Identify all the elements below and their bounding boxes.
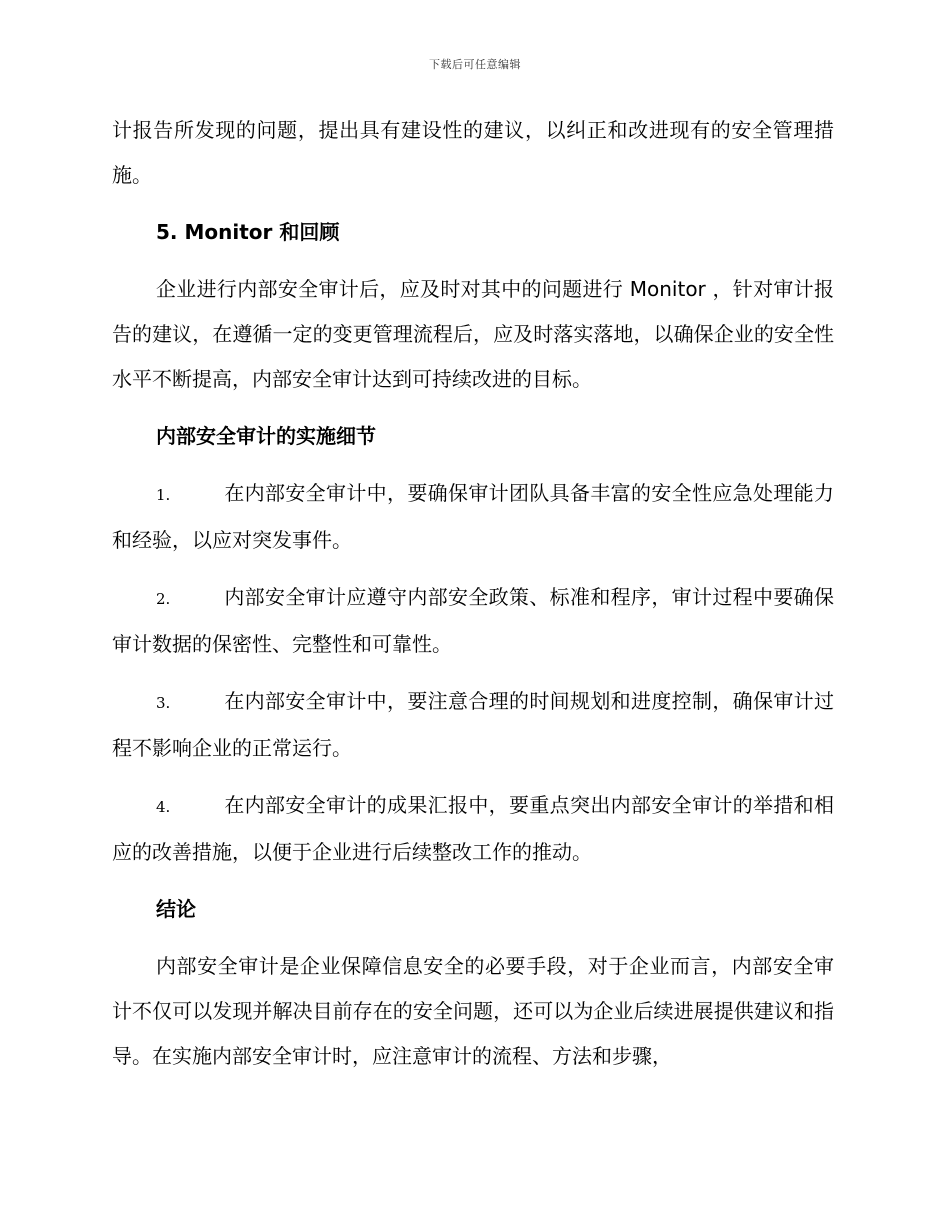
list-item-text: 在内部安全审计中，要确保审计团队具备丰富的安全性应急处理能力和经验，以应对突发事件。 xyxy=(112,481,834,552)
list-item-number: 4. xyxy=(156,798,171,816)
list-item-text: 内部安全审计应遵守内部安全政策、标准和程序，审计过程中要确保审计数据的保密性、完整性和可靠性。 xyxy=(112,585,834,656)
list-item-text: 在内部安全审计中，要注意合理的时间规划和进度控制，确保审计过程不影响企业的正常运行。 xyxy=(112,689,834,760)
section-heading-conclusion: 结论 xyxy=(156,897,196,921)
monitor-paragraph: 企业进行内部安全审计后，应及时对其中的问题进行 Monitor ，针对审计报告的建议，在遵循一定的变更管理流程后，应及时落实落地，以确保企业的安全性水平不断提高，内部安全审计达到可持续改进的目标。 xyxy=(112,277,834,391)
continued-paragraph: 计报告所发现的问题，提出具有建设性的建议，以纠正和改进现有的安全管理措施。 xyxy=(112,118,834,187)
section-heading-monitor: 5. Monitor 和回顾 xyxy=(156,220,340,244)
list-item-number: 2. xyxy=(156,590,171,608)
page-header-note: 下载后可任意编辑 xyxy=(429,58,521,71)
document-body xyxy=(112,108,834,1091)
conclusion-paragraph: 内部安全审计是企业保障信息安全的必要手段，对于企业而言，内部安全审计不仅可以发现并解决目前存在的安全问题，还可以为企业后续进展提供建议和指导。在实施内部安全审计时，应注意审计的流程、方法和步骤， xyxy=(112,954,834,1068)
list-item-number: 3. xyxy=(156,694,171,712)
list-item xyxy=(112,471,834,563)
list-item-text: 在内部安全审计的成果汇报中，要重点突出内部安全审计的举措和相应的改善措施，以便于企业进行后续整改工作的推动。 xyxy=(112,793,834,864)
section-heading-details: 内部安全审计的实施细节 xyxy=(156,424,376,448)
list-item xyxy=(112,679,834,771)
list-item xyxy=(112,575,834,667)
list-item xyxy=(112,783,834,875)
list-item-number: 1. xyxy=(156,486,171,504)
